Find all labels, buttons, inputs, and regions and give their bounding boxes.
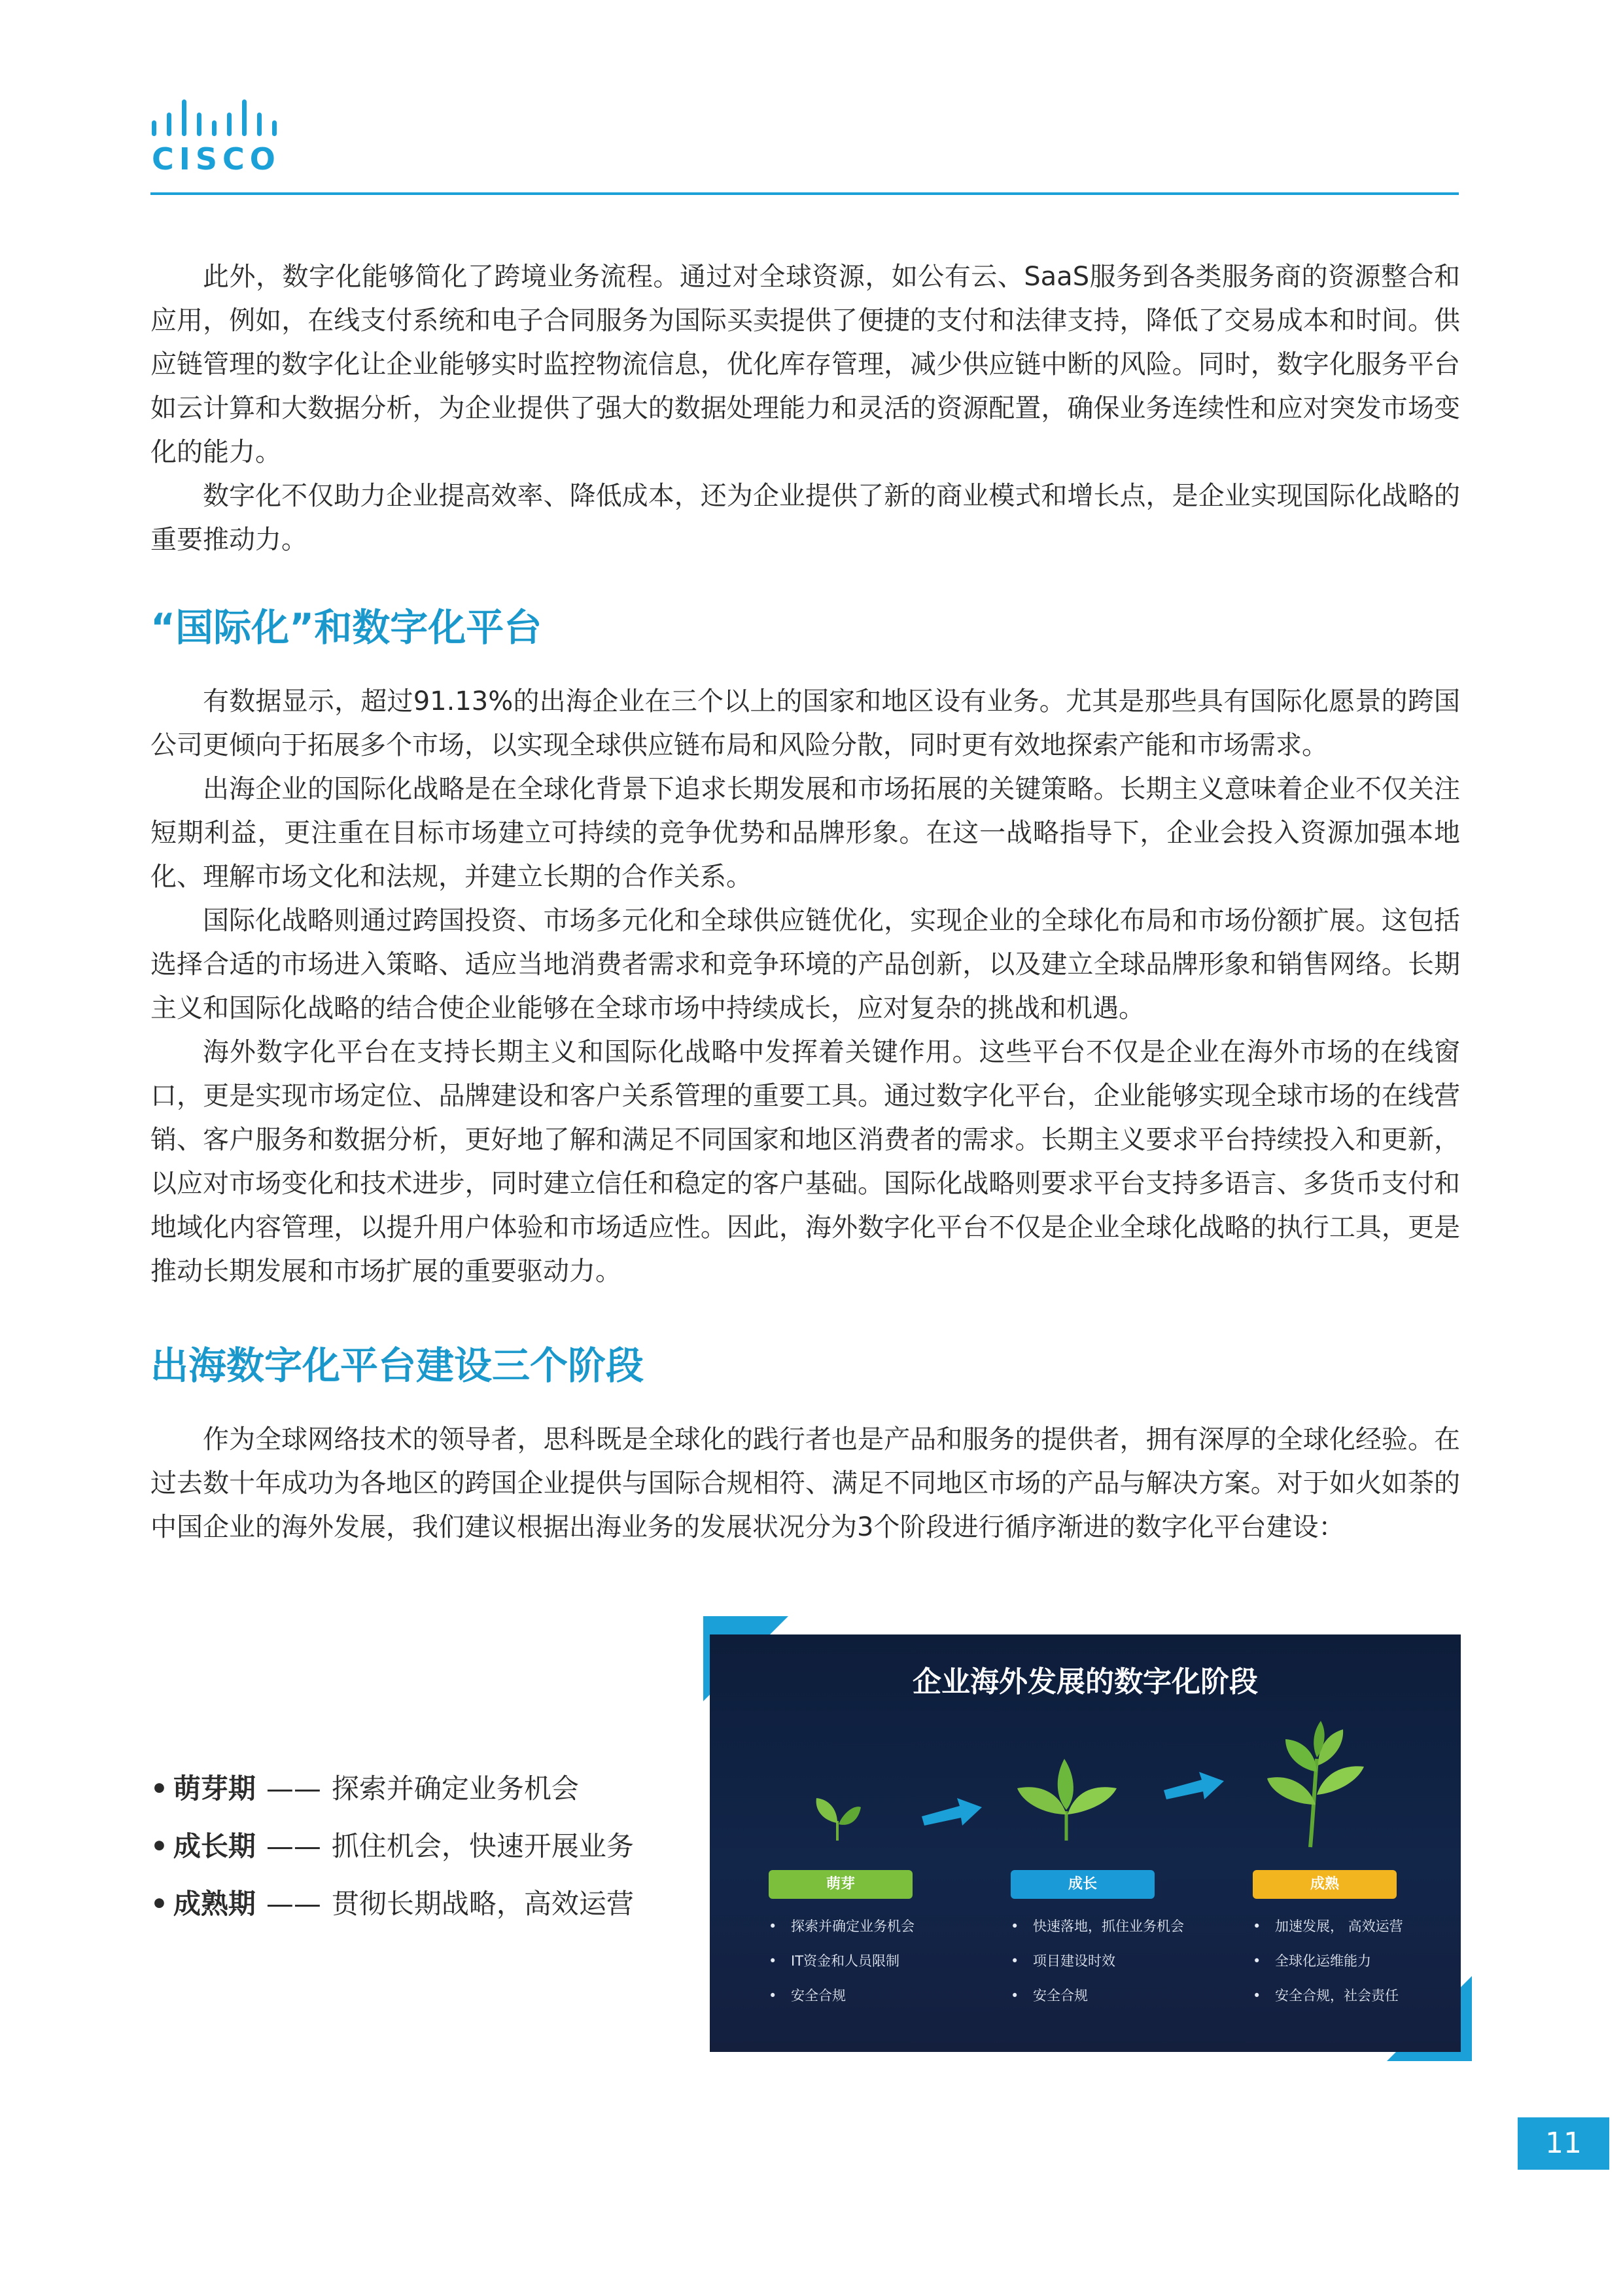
bullet-icon: • [769,1918,777,1934]
bullet-icon: • [1011,1953,1019,1969]
list-item [150,1875,687,1933]
bullet-icon: • [150,1888,168,1920]
section1-paragraph-2: 出海企业的国际化战略是在全球化背景下追求长期发展和市场拓展的关键策略。长期主义意味着企业不仅关注短期利益，更注重在目标市场建立可持续的竞争优势和品牌形象。在这一战略指导下，企业会投入资源加强本地化、理解市场文化和法规，并建立长期的合作关系。 [150,774,1460,892]
stage-name: 成长期 [173,1830,256,1862]
section1-paragraph-3: 国际化战略则通过跨国投资、市场多元化和全球供应链优化，实现企业的全球化布局和市场份额扩展。这包括选择合适的市场进入策略、适应当地消费者需求和竞争环境的产品创新，以及建立全球品牌形象和销售网络。长期主义和国际化战略的结合使企业能够在全球市场中持续成长，应对复杂的挑战和机遇。 [150,906,1460,1023]
list-item: • 探索并确定业务机会 [762,1909,958,1944]
list-item: • IT资金和人员限制 [762,1944,958,1979]
stage-dash: —— [266,1888,321,1920]
stage-description: 探索并确定业务机会 [331,1773,579,1805]
stage-dash: —— [266,1830,321,1862]
list-item [150,1760,687,1818]
stage-dash: —— [266,1773,321,1805]
arrow-right-icon [1161,1765,1227,1805]
logo-text: CISCO [152,141,281,177]
stage-description: 抓住机会，快速开展业务 [331,1830,634,1862]
stage-column-mature [1246,1870,1442,2013]
intro-paragraph-1: 此外，数字化能够简化了跨境业务流程。通过对全球资源，如公有云、SaaS服务到各类服务商的资源整合和应用，例如，在线支付系统和电子合同服务为国际买卖提供了便捷的支付和法律支持，降低了交易成本和时间。供应链管理的数字化让企业能够实时监控物流信息，优化库存管理，减少供应链中断的风险。同时，数字化服务平台如云计算和大数据分析，为企业提供了强大的数据处理能力和灵活的资源配置，确保业务连续性和应对突发市场变化的能力。 [150,262,1460,467]
list-item: • 加速发展， 高效运营 [1246,1909,1442,1944]
stage-column-growth [1004,1870,1200,2013]
bullet-icon: • [150,1773,168,1805]
figure-title: 企业海外发展的数字化阶段 [913,1665,1258,1699]
bullet-icon: • [150,1830,168,1862]
list-item: • 全球化运维能力 [1246,1944,1442,1979]
bullet-icon: • [1253,1953,1261,1969]
bullet-icon: • [769,1953,777,1969]
stage-badge: 成长 [1011,1870,1155,1899]
cisco-logo [150,98,281,177]
bullet-icon: • [1011,1918,1019,1934]
list-item: • 项目建设时效 [1004,1944,1200,1979]
stage-list [150,1760,687,1933]
list-item: • 安全合规，社会责任 [1246,1979,1442,2013]
section2-paragraph-1: 作为全球网络技术的领导者，思科既是全球化的践行者也是产品和服务的提供者，拥有深厚的全球化经验。在过去数十年成功为各地区的跨国企业提供与国际合规相符、满足不同地区市场的产品与解决方案。对于如火如荼的中国企业的海外发展，我们建议根据出海业务的发展状况分为3个阶段进行循序渐进的数字化平台建设： [150,1424,1460,1542]
mature-plant-icon [1259,1720,1370,1850]
section1-paragraph-1: 有数据显示，超过91.13%的出海企业在三个以上的国家和地区设有业务。尤其是那些具有国际化愿景的跨国公司更倾向于拓展多个市场，以实现全球供应链布局和风险分散，同时更有效地探索产能和市场需求。 [150,686,1460,760]
stage-name: 萌芽期 [173,1773,256,1805]
main-content [150,255,1460,1549]
page-number: 11 [1518,2117,1609,2170]
list-item: • 快速落地，抓住业务机会 [1004,1909,1200,1944]
bullet-icon: • [1011,1988,1019,2004]
digital-stages-figure [703,1616,1472,2061]
stage-description: 贯彻长期战略，高效运营 [331,1888,634,1920]
bullet-icon: • [1253,1988,1261,2004]
stage-points [1004,1909,1200,2013]
stage-column-sprout [762,1870,958,2013]
header-divider [150,192,1459,195]
sprout-icon [811,1785,864,1844]
stage-points [762,1909,958,2013]
list-item: • 安全合规 [762,1979,958,2013]
figure-panel [710,1634,1461,2052]
cisco-bars-icon [150,98,281,137]
section-heading-three-stages: 出海数字化平台建设三个阶段 [150,1343,644,1388]
section-heading-internationalization: “国际化”和数字化平台 [150,605,542,650]
growing-plant-icon [1011,1752,1122,1844]
stage-points [1246,1909,1442,2013]
bullet-icon: • [1253,1918,1261,1934]
list-item [150,1818,687,1875]
bullet-icon: • [769,1988,777,2004]
section1-paragraph-4: 海外数字化平台在支持长期主义和国际化战略中发挥着关键作用。这些平台不仅是企业在海外市场的在线窗口，更是实现市场定位、品牌建设和客户关系管理的重要工具。通过数字化平台，企业能够实现全球市场的在线营销、客户服务和数据分析，更好地了解和满足不同国家和地区消费者的需求。长期主义要求平台持续投入和更新，以应对市场变化和技术进步，同时建立信任和稳定的客户基础。国际化战略则要求平台支持多语言、多货币支付和地域化内容管理，以提升用户体验和市场适应性。因此，海外数字化平台不仅是企业全球化战略的执行工具，更是推动长期发展和市场扩展的重要驱动力。 [150,1037,1460,1286]
stage-badge: 萌芽 [769,1870,913,1899]
arrow-right-icon [919,1792,985,1831]
stage-name: 成熟期 [173,1888,256,1920]
intro-paragraph-2: 数字化不仅助力企业提高效率、降低成本，还为企业提供了新的商业模式和增长点，是企业实现国际化战略的重要推动力。 [150,481,1460,555]
list-item: • 安全合规 [1004,1979,1200,2013]
stage-badge: 成熟 [1253,1870,1397,1899]
